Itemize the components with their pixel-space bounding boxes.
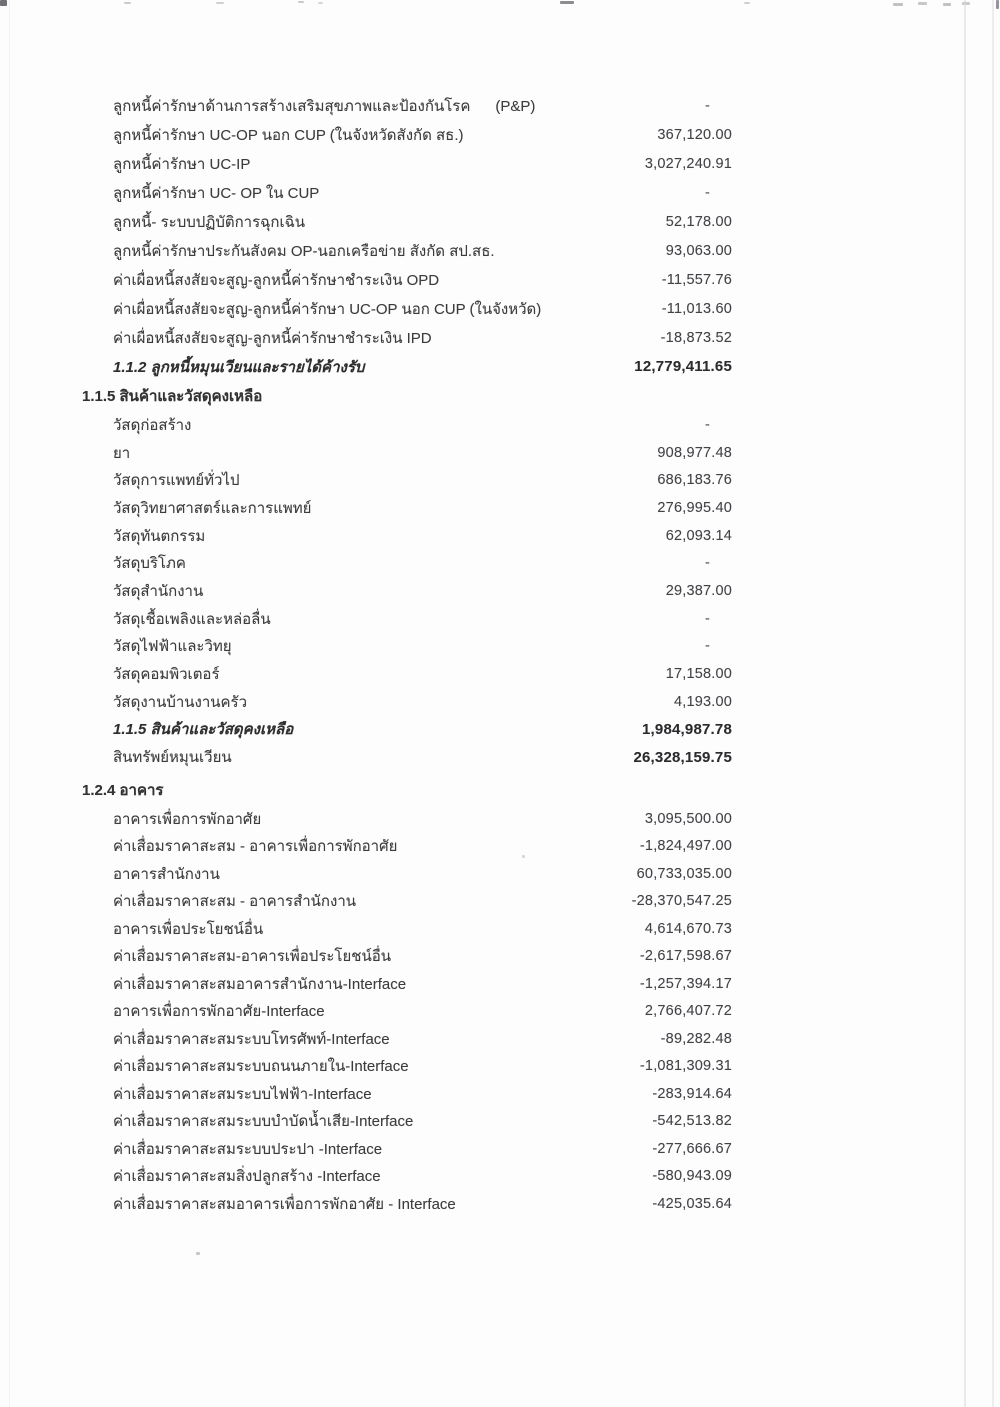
section-header-inventory: 1.1.5 สินค้าและวัสดุคงเหลือ (82, 388, 263, 405)
section-receivables-continued (0, 91, 1000, 381)
row-amount: -542,513.82 (652, 1113, 732, 1130)
row-label: ค่าเสื่อมราคาสะสมระบบบำบัดน้ำเสีย-Interface (113, 1113, 414, 1131)
row-amount: -28,370,547.25 (631, 893, 732, 910)
row-label: ลูกหนี้ค่ารักษา UC-IP (113, 155, 251, 173)
table-row (0, 832, 1000, 860)
row-label: ค่าเสื่อมราคาสะสมระบบประปา -Interface (113, 1140, 383, 1158)
row-label: วัสดุทันตกรรม (113, 527, 206, 545)
scan-noise-mark (893, 3, 903, 6)
scan-noise-mark (124, 2, 131, 4)
table-row (0, 887, 1000, 915)
table-row (0, 577, 1000, 605)
section-inventory (0, 381, 1000, 771)
scan-noise-mark (996, 0, 999, 9)
row-amount: - (704, 638, 710, 655)
row-label: ค่าเสื่อมราคาสะสมอาคารเพื่อการพักอาศัย - Interface (113, 1195, 456, 1213)
row-amount: -1,824,497.00 (639, 838, 732, 855)
scan-noise-mark (943, 3, 951, 6)
table-row (0, 411, 1000, 439)
row-label: วัสดุเชื้อเพลิงและหล่อลื่น (113, 610, 271, 628)
row-amount: 276,995.40 (657, 499, 732, 516)
row-amount: 52,178.00 (665, 213, 732, 230)
table-row (0, 466, 1000, 494)
table-row (0, 942, 1000, 970)
row-amount: -283,914.64 (652, 1085, 732, 1102)
table-row (0, 970, 1000, 998)
table-row-total (0, 716, 1000, 744)
table-row (0, 178, 1000, 207)
row-amount: -580,943.09 (652, 1168, 732, 1185)
row-label: ค่าเสื่อมราคาสะสมระบบไฟฟ้า-Interface (113, 1085, 372, 1103)
scan-noise-mark (560, 1, 574, 4)
row-label: อาคารเพื่อการพักอาศัย-Interface (113, 1003, 325, 1021)
row-amount: 367,120.00 (657, 126, 732, 143)
scan-noise-mark (0, 0, 7, 6)
table-row (0, 1107, 1000, 1135)
row-label: ลูกหนี้ค่ารักษาประกันสังคม OP-นอกเครือข่าย สังกัด สป.สธ. (113, 242, 495, 260)
row-label: ลูกหนี้ค่ารักษา UC-OP นอก CUP (ในจังหวัดสังกัด สธ.) (113, 126, 464, 144)
row-amount: -2,617,598.67 (639, 948, 732, 965)
row-amount: 3,027,240.91 (644, 155, 732, 172)
row-amount: -11,557.76 (661, 271, 732, 288)
row-label: ค่าเสื่อมราคาสะสมสิ่งปลูกสร้าง -Interface (113, 1168, 381, 1186)
row-amount: -277,666.67 (652, 1140, 732, 1157)
row-amount: - (704, 416, 710, 433)
row-label: อาคารเพื่อประโยชน์อื่น (113, 920, 264, 938)
row-amount: - (704, 610, 710, 627)
row-label: ค่าเสื่อมราคาสะสมระบบโทรศัพท์-Interface (113, 1030, 390, 1048)
row-label: ค่าเสื่อมราคาสะสมอาคารสำนักงาน-Interface (113, 975, 407, 993)
row-amount: 62,093.14 (665, 527, 732, 544)
row-amount: 908,977.48 (657, 444, 732, 461)
row-amount: 29,387.00 (665, 582, 732, 599)
table-row (0, 660, 1000, 688)
table-row (0, 605, 1000, 633)
row-label: วัสดุการแพทย์ทั่วไป (113, 472, 240, 490)
table-row (0, 149, 1000, 178)
row-label: วัสดุคอมพิวเตอร์ (113, 666, 220, 684)
table-row (0, 323, 1000, 352)
financial-ledger (0, 91, 1000, 1217)
row-amount: 1,984,987.78 (642, 720, 732, 738)
row-label: ลูกหนี้ค่ารักษาด้านการสร้างเสริมสุขภาพและป้องกันโรค (P&P) (113, 97, 536, 115)
row-amount: -89,282.48 (660, 1030, 732, 1047)
row-label: ค่าเผื่อหนี้สงสัยจะสูญ-ลูกหนี้ค่ารักษาชำระเงิน IPD (113, 329, 432, 347)
row-label: อาคารสำนักงาน (113, 865, 220, 883)
row-label: วัสดุไฟฟ้าและวิทยุ (113, 638, 232, 656)
table-row (0, 805, 1000, 833)
row-label: วัสดุก่อสร้าง (113, 416, 192, 434)
row-label: ค่าเสื่อมราคาสะสม-อาคารเพื่อประโยชน์อื่น (113, 948, 391, 966)
table-row (0, 997, 1000, 1025)
row-label: ค่าเสื่อมราคาสะสม - อาคารสำนักงาน (113, 893, 357, 911)
table-row (0, 91, 1000, 120)
row-label: ยา (113, 444, 131, 462)
scan-noise-mark (744, 2, 750, 4)
row-amount: - (704, 97, 710, 114)
row-amount: -18,873.52 (660, 329, 732, 346)
table-row (0, 860, 1000, 888)
row-amount: 2,766,407.72 (644, 1003, 732, 1020)
table-row (0, 1025, 1000, 1053)
row-amount: -425,035.64 (652, 1195, 732, 1212)
row-amount: 60,733,035.00 (636, 865, 732, 882)
row-amount: 12,779,411.65 (634, 358, 732, 375)
row-label: ค่าเผื่อหนี้สงสัยจะสูญ-ลูกหนี้ค่ารักษา UC-OP นอก CUP (ในจังหวัด) (113, 300, 542, 318)
row-label: ค่าเสื่อมราคาสะสมระบบถนนภายใน-Interface (113, 1058, 409, 1076)
row-label: ค่าเผื่อหนี้สงสัยจะสูญ-ลูกหนี้ค่ารักษาชำระเงิน OPD (113, 271, 440, 289)
row-amount: -1,257,394.17 (639, 975, 732, 992)
row-amount: 4,614,670.73 (644, 920, 732, 937)
table-row-total (0, 352, 1000, 381)
row-amount: - (704, 184, 710, 201)
table-row (0, 1080, 1000, 1108)
table-row (0, 294, 1000, 323)
table-row (0, 1135, 1000, 1163)
row-label: วัสดุงานบ้านงานครัว (113, 693, 248, 711)
table-row (0, 1162, 1000, 1190)
table-row (0, 207, 1000, 236)
section-buildings (0, 775, 1000, 1218)
table-row (0, 1052, 1000, 1080)
row-label: ลูกหนี้- ระบบปฏิบัติการฉุกเฉิน (113, 213, 306, 231)
scan-noise-mark (318, 2, 323, 4)
table-row (0, 688, 1000, 716)
table-row (0, 633, 1000, 661)
row-label: 1.1.5 สินค้าและวัสดุคงเหลือ (113, 721, 294, 739)
row-amount: 93,063.00 (665, 242, 732, 259)
scan-noise-mark (298, 1, 304, 3)
row-label: อาคารเพื่อการพักอาศัย (113, 810, 262, 828)
row-label: วัสดุบริโภค (113, 555, 186, 573)
table-row (0, 439, 1000, 467)
table-row (0, 522, 1000, 550)
row-amount: - (704, 555, 710, 572)
scan-noise-mark (216, 2, 224, 4)
table-row (0, 1190, 1000, 1218)
row-amount: 17,158.00 (665, 666, 732, 683)
row-amount: 4,193.00 (673, 693, 732, 710)
table-row (0, 265, 1000, 294)
section-header-buildings: 1.2.4 อาคาร (82, 781, 164, 799)
table-row (0, 915, 1000, 943)
row-amount: -11,013.60 (661, 300, 732, 317)
table-row-subtotal (0, 743, 1000, 771)
row-amount: 686,183.76 (657, 472, 732, 489)
scan-noise-mark (918, 2, 927, 5)
table-row (0, 236, 1000, 265)
row-label: วัสดุวิทยาศาสตร์และการแพทย์ (113, 499, 312, 517)
row-label: วัสดุสำนักงาน (113, 582, 204, 600)
row-amount: -1,081,309.31 (639, 1058, 732, 1075)
row-label: 1.1.2 ลูกหนี้หมุนเวียนและรายได้ค้างรับ (113, 358, 365, 376)
row-label: ลูกหนี้ค่ารักษา UC- OP ใน CUP (113, 184, 320, 202)
row-amount: 26,328,159.75 (633, 748, 732, 766)
table-row (0, 549, 1000, 577)
row-label: ค่าเสื่อมราคาสะสม - อาคารเพื่อการพักอาศัย (113, 838, 398, 856)
scan-noise-dot (196, 1252, 200, 1255)
row-label: สินทรัพย์หมุนเวียน (113, 749, 232, 767)
table-row (0, 494, 1000, 522)
table-row (0, 120, 1000, 149)
row-amount: 3,095,500.00 (644, 810, 732, 827)
